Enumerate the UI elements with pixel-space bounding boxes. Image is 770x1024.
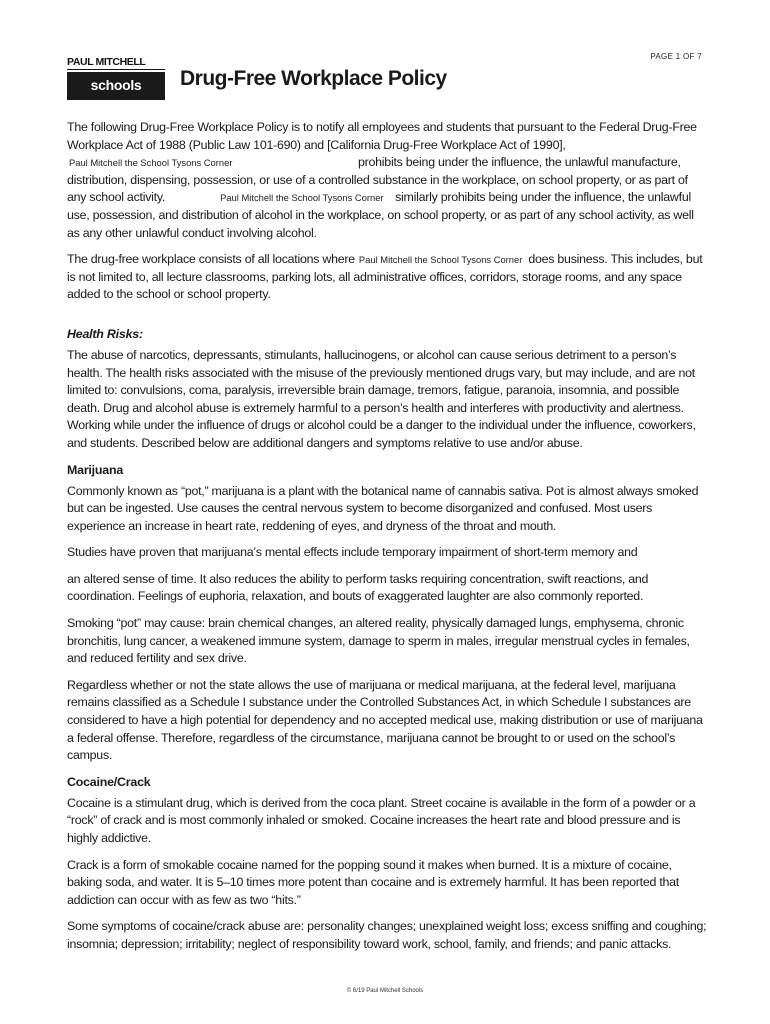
intro-paragraph-1 [67, 119, 707, 242]
cocaine-paragraph-3: Some symptoms of cocaine/crack abuse are: personality changes; unexplained weight loss; excess sniffing and coughing; insomnia; depression; irritability; neglect of responsibility toward work, school, family, and friends; and panic attacks. [67, 919, 707, 951]
intro-paragraph-2 [67, 251, 707, 304]
document-body [67, 119, 707, 963]
logo-top-text: PAUL MITCHELL [67, 57, 165, 70]
cocaine-paragraph-2: Crack is a form of smokable cocaine named for the popping sound it makes when burned. It is a mixture of cocaine, baking soda, and water. It is 5–10 times more potent than cocaine and is extremely harmful. It has been reported that addiction can occur with as few as two “hits.” [67, 857, 679, 907]
footer-copyright: © 6/19 Paul Mitchell Schools [346, 988, 424, 994]
marijuana-paragraph-2: Studies have proven that marijuana’s mental effects include temporary impairment of short-term memory and [67, 545, 638, 560]
health-risks-heading: Health Risks: [67, 326, 143, 341]
intro-text-c: similarly prohibits being under the influence, the unlawful use, possession, and distribution of alcohol in the workplace, on school property, or as part of any school activity, as well as any other unlawful conduct involving alcohol. [67, 190, 694, 240]
school-name-field-1[interactable]: Paul Mitchell the School Tysons Corner [69, 157, 233, 169]
cocaine-heading: Cocaine/Crack [67, 774, 151, 789]
marijuana-paragraph-3: an altered sense of time. It also reduces the ability to perform tasks requiring concentration, swift reactions, and coordination. Feelings of euphoria, relaxation, and bouts of exaggerated laughter are also commonly reported. [67, 571, 649, 604]
cocaine-paragraph-1: Cocaine is a stimulant drug, which is derived from the coca plant. Street cocaine is available in the form of a powder or a “rock” of crack and is most commonly inhaled or smoked. Cocaine increases the heart rate and blood pressure and is highly addictive. [67, 795, 696, 845]
school-name-field-2[interactable]: Paul Mitchell the School Tysons Corner [220, 192, 384, 204]
marijuana-heading: Marijuana [67, 462, 124, 477]
intro-text-b: prohibits being under the influence, the unlawful manufacture, distribution, dispensing, possession, or use of a controlled substance in the workplace, on school property, or as part of any school activity. [67, 155, 688, 205]
page-number: PAGE 1 OF 7 [650, 52, 702, 61]
health-risks-paragraph: The abuse of narcotics, depressants, stimulants, hallucinogens, or alcohol can cause serious detriment to a person’s health. The health risks associated with the misuse of the previously mentioned drugs vary, but may include, and are not limited to: convulsions, coma, paralysis, irreversible brain damage, tremors, fatigue, paranoia, insomnia, and possible death. Drug and alcohol abuse is extremely harmful to a person’s health and interferes with productivity and alertness. Working while under the influence of drugs or alcohol could be a danger to the individual under the influence, coworkers, and students. Described below are additional dangers and symptoms relative to use and/or abuse. [67, 347, 696, 450]
intro-text-a: The following Drug-Free Workplace Policy is to notify all employees and students that pursuant to the Federal Drug-Free Workplace Act of 1988 (Public Law 101-690) and [California Drug-Free Workplace Act of 1990], [67, 120, 697, 152]
marijuana-paragraph-1: Commonly known as “pot,” marijuana is a plant with the botanical name of cannabis sativa. Pot is almost always smoked but can be ingested. Use causes the central nervous system to become disorganized and confused. Most users experience an increase in heart rate, reddening of eyes, and dryness of the throat and mouth. [67, 483, 699, 533]
intro-text-e: does business. This includes, but is not limited to, all lecture classrooms, parking lots, all administrative offices, corridors, storage rooms, and any space added to the school or school property. [67, 252, 703, 302]
marijuana-paragraph-5: Regardless whether or not the state allows the use of marijuana or medical marijuana, at the federal level, marijuana remains classified as a Schedule I substance under the Controlled Substances Act, in which Schedule I substances are considered to have a high potential for dependency and no accepted medical use, making distribution or use of marijuana a federal offense. Therefore, regardless of the circumstance, marijuana cannot be brought to or used on the school’s campus. [67, 677, 703, 763]
marijuana-paragraph-4: Smoking “pot” may cause: brain chemical changes, an altered reality, physically damaged lungs, emphysema, chronic bronchitis, lung cancer, a weakened immune system, damage to sperm in males, irregular menstrual cycles in females, and reduced fertility and sex drive. [67, 616, 690, 666]
school-name-field-3[interactable]: Paul Mitchell the School Tysons Corner [358, 254, 523, 266]
intro-text-d: The drug-free workplace consists of all locations where [67, 252, 355, 267]
paul-mitchell-schools-logo [67, 57, 165, 100]
page-title: Drug-Free Workplace Policy [180, 67, 447, 90]
logo-bottom-text: schools [67, 72, 165, 100]
